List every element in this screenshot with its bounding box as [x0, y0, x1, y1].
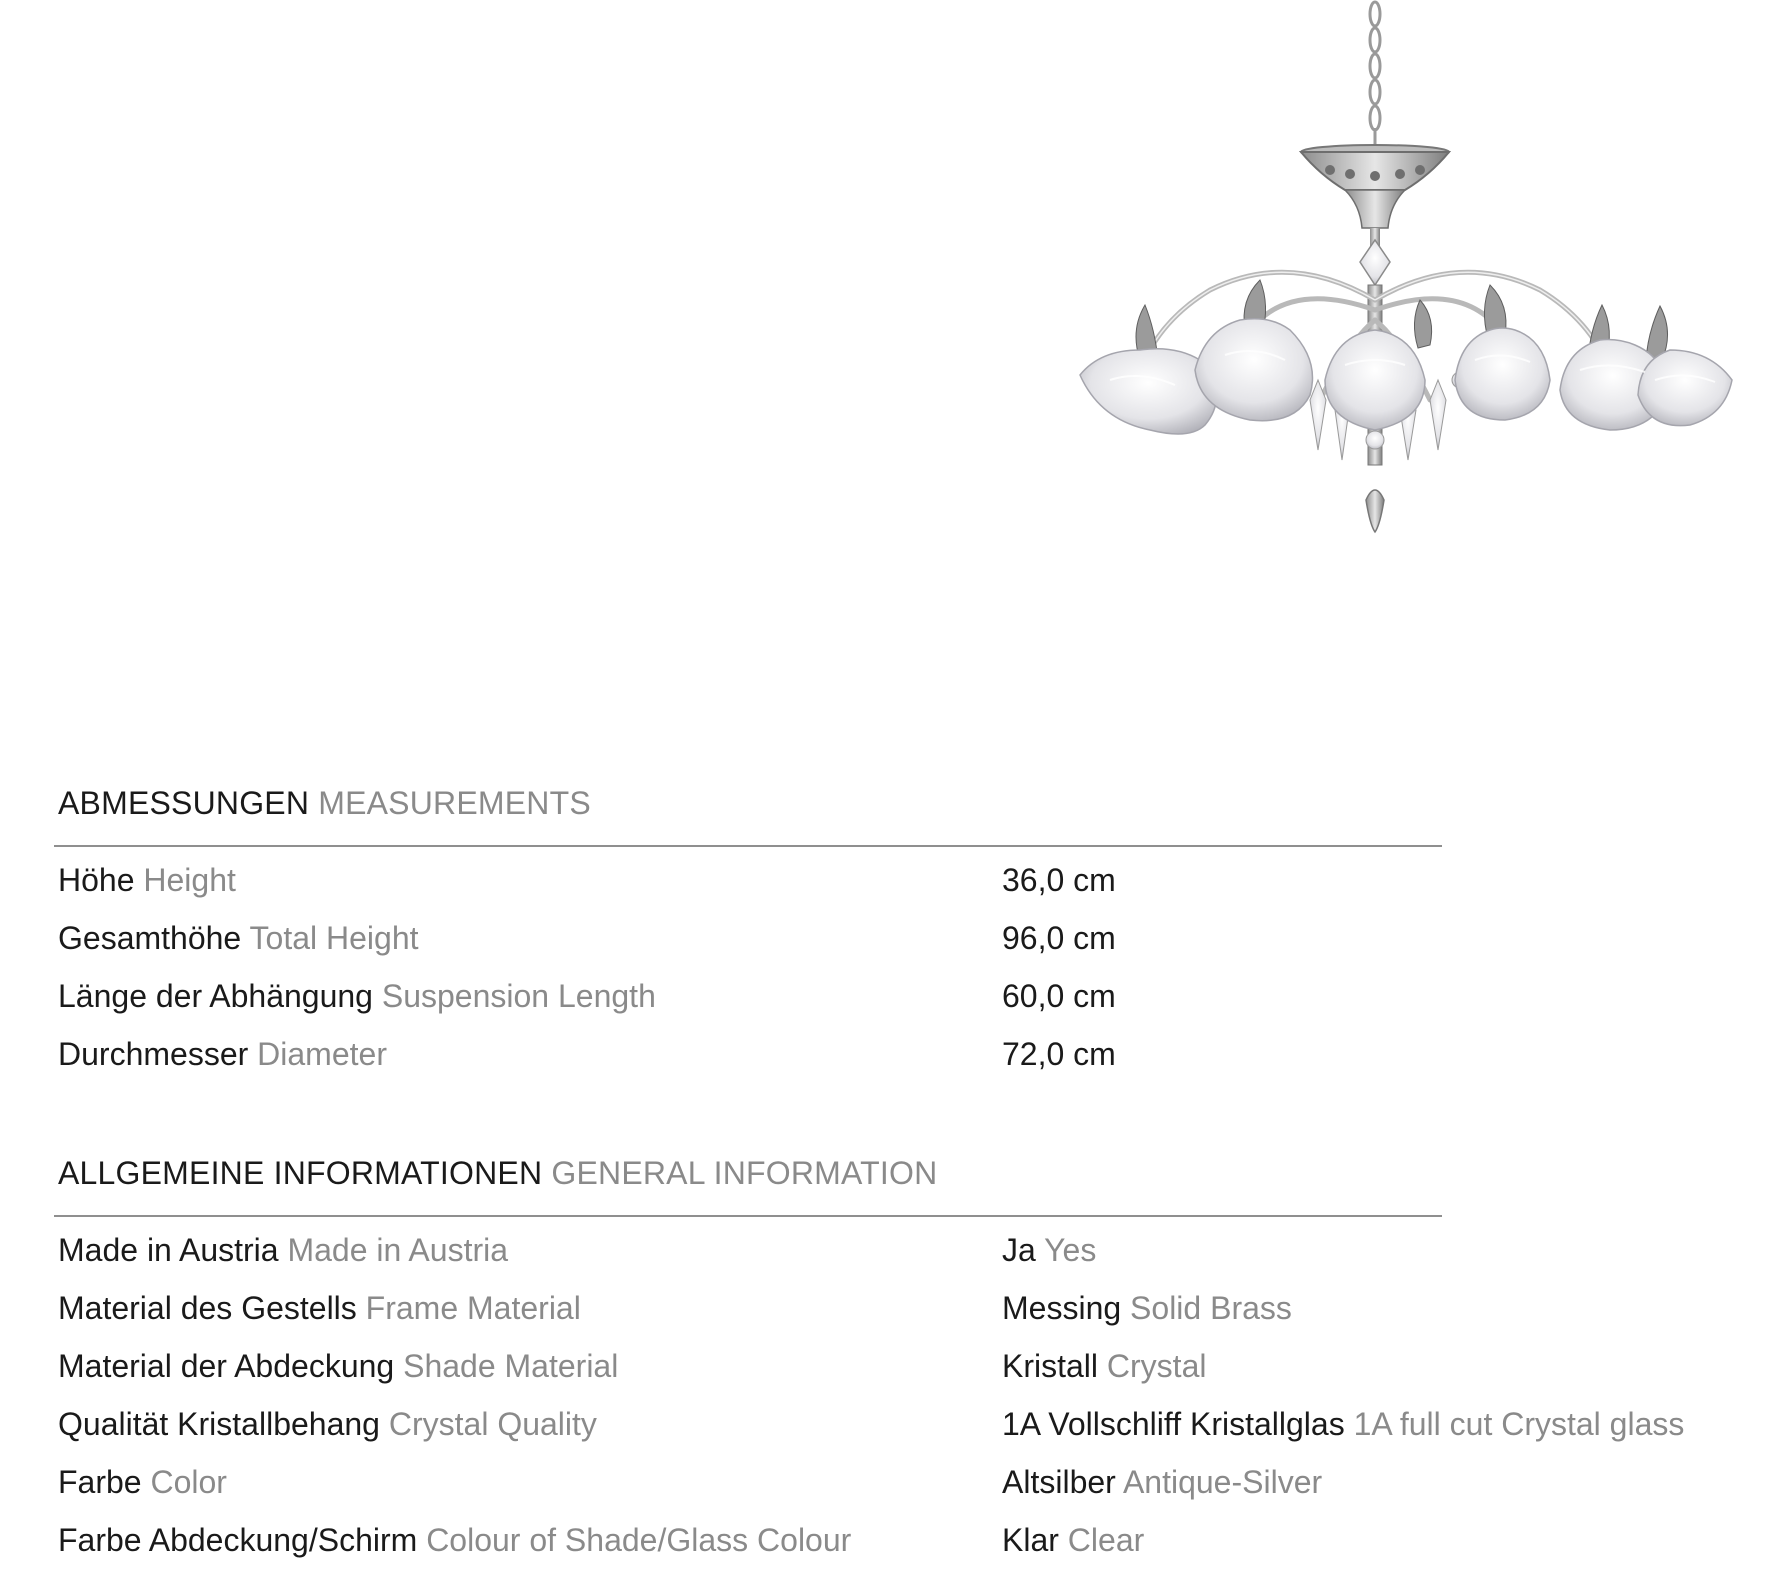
general-info-title	[58, 1153, 1438, 1193]
label-de: Made in Austria	[58, 1232, 279, 1268]
value-de: Altsilber	[1002, 1464, 1116, 1500]
general-info-table	[58, 1221, 1685, 1569]
label-de: Länge der Abhängung	[58, 978, 373, 1014]
value-de: Messing	[1002, 1290, 1122, 1326]
label-en: Shade Material	[403, 1348, 619, 1384]
table-row	[58, 1025, 1438, 1083]
glass-shades	[1080, 319, 1732, 434]
label-en: Height	[143, 862, 236, 898]
table-row	[58, 1221, 1438, 1279]
value-en: Clear	[1067, 1522, 1145, 1558]
row-label	[58, 1395, 597, 1453]
row-value: 36,0 cm	[1002, 862, 1116, 898]
measurements-title-de: ABMESSUNGEN	[58, 785, 310, 821]
label-en: Colour of Shade/Glass Colour	[426, 1522, 852, 1558]
row-value: 60,0 cm	[1002, 978, 1116, 1014]
value-en: Solid Brass	[1130, 1290, 1292, 1326]
value-en: Crystal	[1106, 1348, 1207, 1384]
table-row	[58, 1279, 1438, 1337]
value-de: Ja	[1002, 1232, 1036, 1268]
row-value	[1002, 1221, 1096, 1279]
label-de: Gesamthöhe	[58, 920, 242, 956]
value-en: Yes	[1044, 1232, 1097, 1268]
measurements-title-en: MEASUREMENTS	[318, 785, 591, 821]
table-row	[58, 909, 1438, 967]
row-value	[1002, 1453, 1322, 1511]
value-de: 1A Vollschliff Kristallglas	[1002, 1406, 1345, 1442]
row-label	[58, 1221, 508, 1279]
label-en: Color	[150, 1464, 227, 1500]
label-en: Crystal Quality	[388, 1406, 597, 1442]
chandelier-illustration	[990, 0, 1750, 560]
table-row	[58, 1453, 1438, 1511]
table-row	[58, 1395, 1685, 1453]
value-en: 1A full cut Crystal glass	[1353, 1406, 1685, 1442]
row-label	[58, 1453, 227, 1511]
table-row	[58, 1511, 1438, 1569]
label-en: Diameter	[257, 1036, 387, 1072]
value-de: Klar	[1002, 1522, 1059, 1558]
general-info-section	[58, 1153, 1685, 1569]
row-label	[58, 1279, 581, 1337]
product-image	[990, 0, 1750, 560]
row-value: 96,0 cm	[1002, 920, 1116, 956]
table-row	[58, 851, 1438, 909]
table-row	[58, 967, 1438, 1025]
general-info-title-en: GENERAL INFORMATION	[551, 1155, 938, 1191]
row-value: 72,0 cm	[1002, 1036, 1116, 1072]
label-en: Made in Austria	[287, 1232, 509, 1268]
label-en: Frame Material	[365, 1290, 581, 1326]
row-label	[58, 967, 656, 1025]
label-de: Höhe	[58, 862, 135, 898]
label-de: Farbe Abdeckung/Schirm	[58, 1522, 418, 1558]
label-de: Farbe	[58, 1464, 142, 1500]
table-row	[58, 1337, 1438, 1395]
canopy	[1301, 145, 1449, 228]
general-info-divider	[54, 1215, 1442, 1217]
row-label	[58, 1025, 387, 1083]
row-label	[58, 1337, 618, 1395]
row-label	[58, 1511, 851, 1569]
measurements-table	[58, 851, 1438, 1083]
measurements-divider	[54, 845, 1442, 847]
row-value	[1002, 1395, 1684, 1453]
measurements-title	[58, 783, 1438, 823]
row-label	[58, 909, 419, 967]
label-de: Durchmesser	[58, 1036, 249, 1072]
label-de: Material der Abdeckung	[58, 1348, 395, 1384]
row-value	[1002, 1279, 1292, 1337]
label-de: Qualität Kristallbehang	[58, 1406, 380, 1442]
label-de: Material des Gestells	[58, 1290, 357, 1326]
general-info-title-de: ALLGEMEINE INFORMATIONEN	[58, 1155, 543, 1191]
label-en: Suspension Length	[381, 978, 656, 1014]
value-en: Antique-Silver	[1122, 1464, 1323, 1500]
chain	[1370, 2, 1380, 146]
row-value	[1002, 1511, 1144, 1569]
measurements-section	[58, 783, 1438, 1083]
row-label	[58, 851, 236, 909]
row-value	[1002, 1337, 1206, 1395]
label-en: Total Height	[249, 920, 419, 956]
value-de: Kristall	[1002, 1348, 1099, 1384]
